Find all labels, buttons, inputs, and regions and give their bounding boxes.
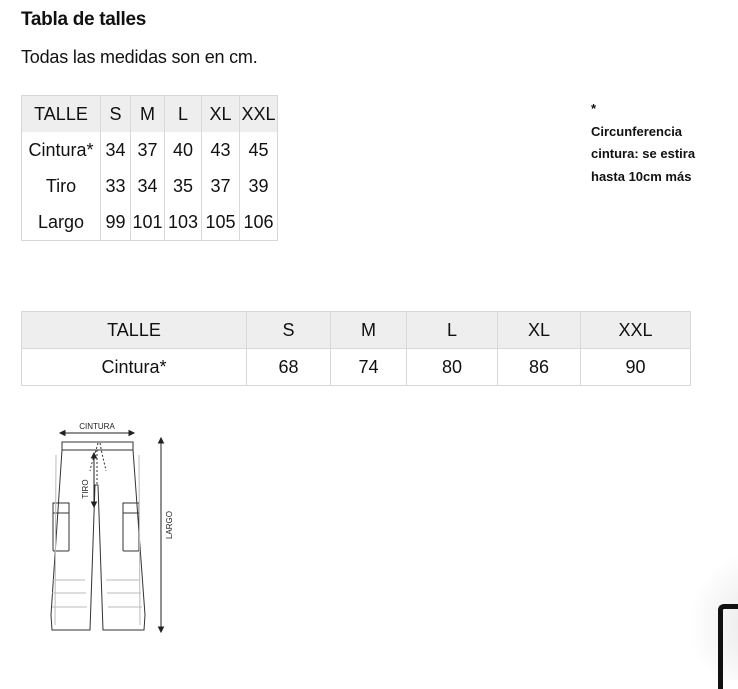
header-cell-l: L bbox=[165, 96, 202, 133]
rise-label: TIRO bbox=[81, 479, 90, 499]
table-cell: 103 bbox=[165, 204, 202, 241]
table-cell: 37 bbox=[202, 168, 240, 204]
table-cell: 39 bbox=[240, 168, 278, 204]
table-cell: 40 bbox=[165, 132, 202, 168]
table-cell: 35 bbox=[165, 168, 202, 204]
table-row bbox=[22, 349, 691, 386]
note-asterisk: * bbox=[591, 101, 597, 116]
length-arrow-icon bbox=[159, 438, 164, 632]
table-cell: 99 bbox=[101, 204, 131, 241]
table-cell: 74 bbox=[331, 349, 407, 386]
table-cell: 86 bbox=[498, 349, 581, 386]
table-cell: 80 bbox=[407, 349, 498, 386]
row-label-largo: Largo bbox=[22, 204, 101, 241]
header-cell-talle: TALLE bbox=[22, 312, 247, 349]
waist-stretch-note bbox=[591, 98, 711, 188]
table-cell: 68 bbox=[247, 349, 331, 386]
size-table-cm bbox=[21, 95, 278, 241]
table-cell: 90 bbox=[581, 349, 691, 386]
table-cell: 37 bbox=[131, 132, 165, 168]
row-label-tiro: Tiro bbox=[22, 168, 101, 204]
pants-measurement-diagram bbox=[40, 415, 190, 640]
rise-arrow-icon bbox=[92, 453, 97, 507]
table-row bbox=[22, 132, 278, 168]
header-cell-xxl: XXL bbox=[581, 312, 691, 349]
table-cell: 34 bbox=[131, 168, 165, 204]
row-label-cintura: Cintura* bbox=[22, 132, 101, 168]
header-cell-xl: XL bbox=[202, 96, 240, 133]
waist-label: CINTURA bbox=[79, 422, 115, 431]
table-cell: 45 bbox=[240, 132, 278, 168]
table-cell: 34 bbox=[101, 132, 131, 168]
waist-size-table bbox=[21, 311, 691, 386]
table-header-row bbox=[22, 312, 691, 349]
header-cell-l: L bbox=[407, 312, 498, 349]
table-header-row bbox=[22, 96, 278, 133]
page-subtitle: Todas las medidas son en cm. bbox=[21, 47, 258, 67]
corner-frame-fragment bbox=[718, 604, 738, 689]
pants-outline-icon bbox=[51, 442, 145, 630]
header-cell-xl: XL bbox=[498, 312, 581, 349]
table-cell: 106 bbox=[240, 204, 278, 241]
table-cell: 33 bbox=[101, 168, 131, 204]
header-cell-s: S bbox=[101, 96, 131, 133]
header-cell-xxl: XXL bbox=[240, 96, 278, 133]
table-row bbox=[22, 204, 278, 241]
table-row bbox=[22, 168, 278, 204]
header-cell-s: S bbox=[247, 312, 331, 349]
header-cell-m: M bbox=[131, 96, 165, 133]
note-text: Circunferencia cintura: se estira hasta 10cm más bbox=[591, 123, 696, 184]
header-cell-talle: TALLE bbox=[22, 96, 101, 133]
table-cell: 43 bbox=[202, 132, 240, 168]
table-cell: 105 bbox=[202, 204, 240, 241]
header-cell-m: M bbox=[331, 312, 407, 349]
page-title: Tabla de talles bbox=[21, 9, 147, 30]
waist-arrow-icon bbox=[60, 431, 134, 436]
table-cell: 101 bbox=[131, 204, 165, 241]
length-label: LARGO bbox=[165, 510, 174, 540]
row-label-cintura: Cintura* bbox=[22, 349, 247, 386]
